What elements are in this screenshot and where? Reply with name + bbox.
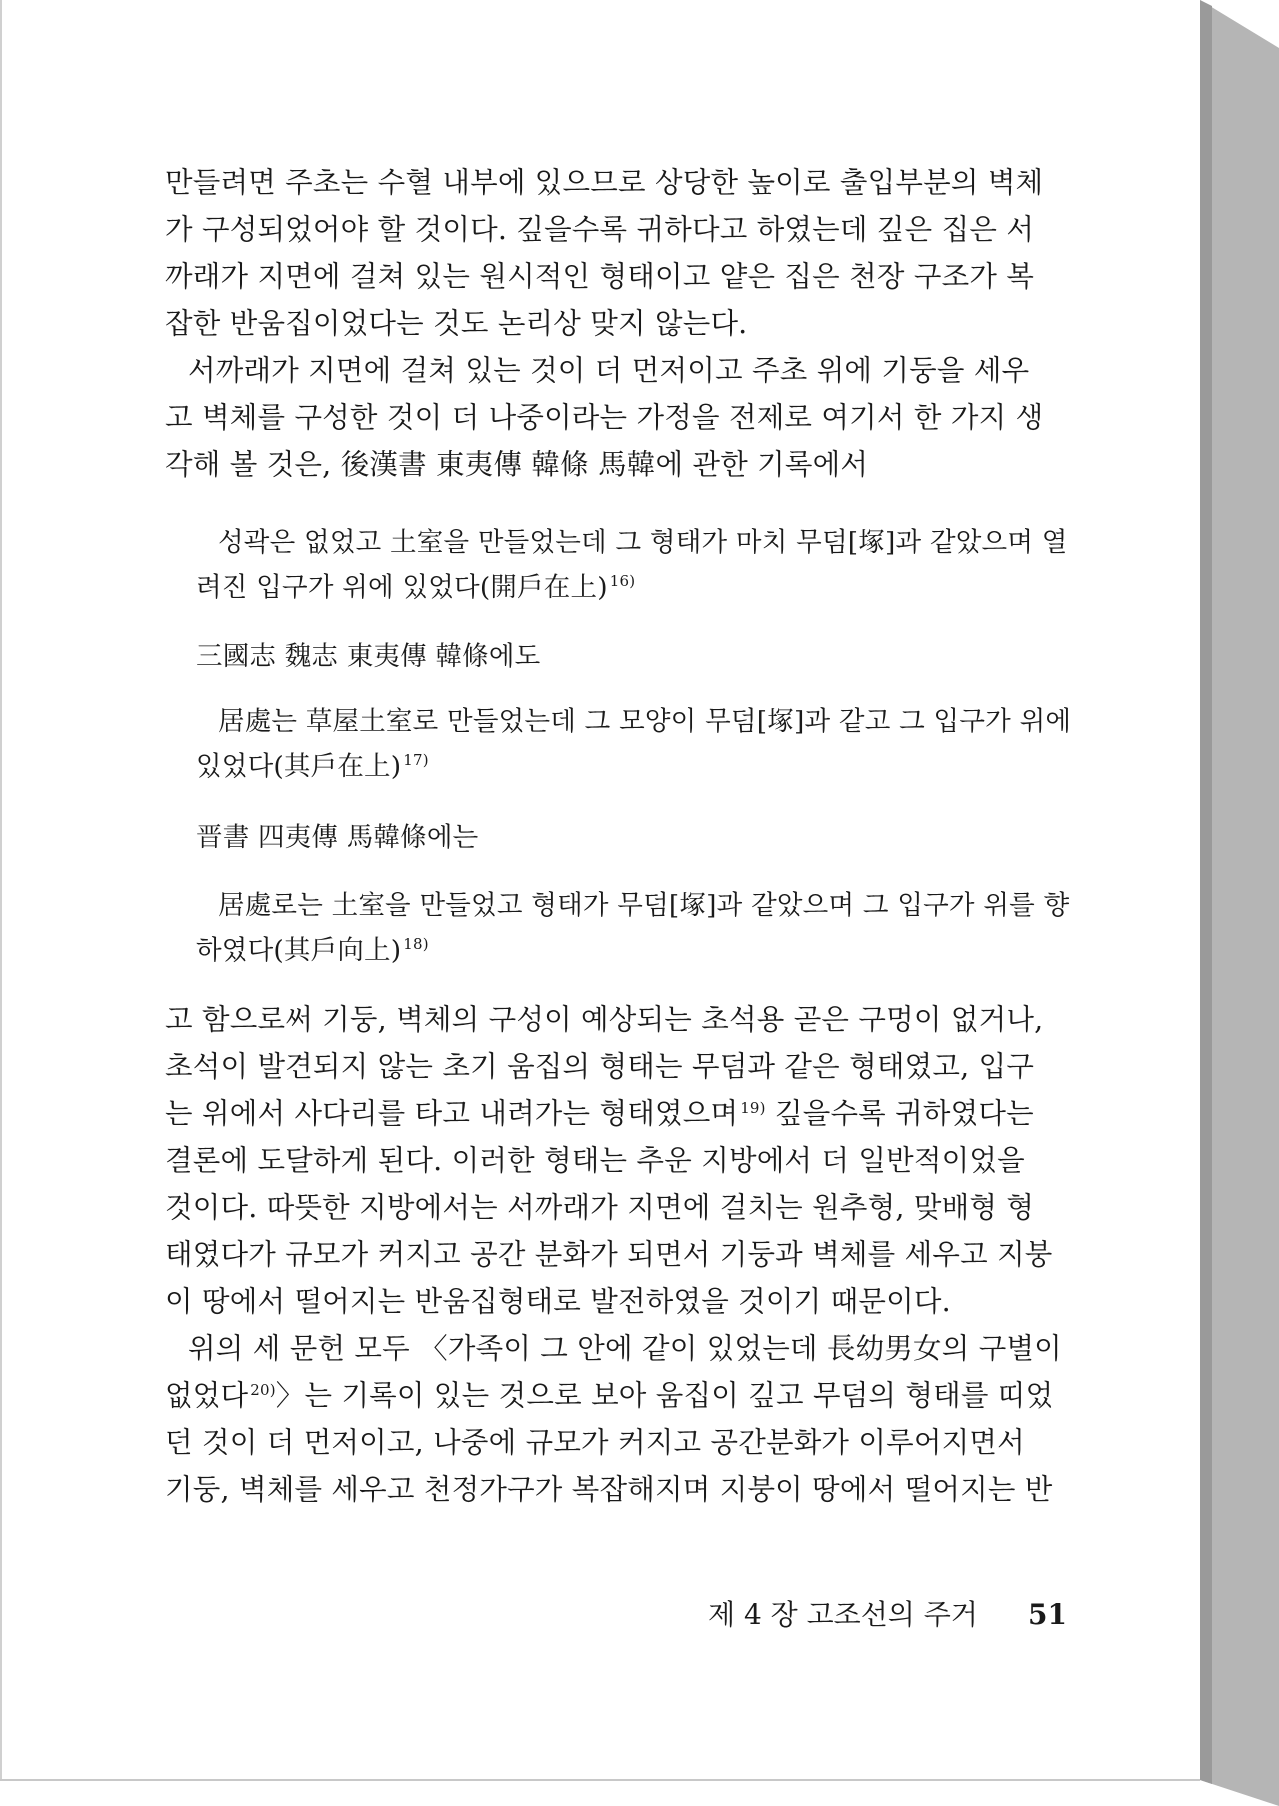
quote-line [196, 568, 635, 608]
body-line: 결론에 도달하게 된다. 이러한 형태는 추운 지방에서 더 일반적이었을 [165, 1144, 1025, 1177]
quote-text: 있었다(其戶在上) [196, 751, 402, 782]
body-text: 〉는 기록이 있는 것으로 보아 움집이 깊고 무덤의 형태를 띠었 [275, 1379, 1054, 1412]
body-line: 가 구성되었어야 할 것이다. 깊을수록 귀하다고 하였는데 깊은 집은 서 [165, 213, 1035, 246]
body-line: 고 벽체를 구성한 것이 더 나중이라는 가정을 전제로 여기서 한 가지 생 [165, 401, 1044, 434]
body-line: 만들려면 주초는 수혈 내부에 있으므로 상당한 높이로 출입부분의 벽체 [165, 166, 1044, 199]
page-number: 51 [1028, 1598, 1067, 1631]
body-line: 잡한 반움집이었다는 것도 논리상 맞지 않는다. [165, 307, 748, 340]
footnote-marker: 17) [403, 751, 429, 770]
body-line [165, 1376, 1053, 1416]
quote-line: 居處로는 土室을 만들었고 형태가 무덤[塚]과 같았으며 그 입구가 위를 향 [218, 890, 1070, 921]
body-text: 는 위에서 사다리를 타고 내려가는 형태였으며 [165, 1097, 739, 1130]
body-text: 없었다 [165, 1379, 249, 1412]
body-text: 깊을수록 귀하였다는 [765, 1097, 1034, 1130]
quote-text: 려진 입구가 위에 있었다(開戶在上) [196, 572, 608, 603]
body-line: 던 것이 더 먼저이고, 나중에 규모가 커지고 공간분화가 이루어지면서 [165, 1426, 1025, 1459]
body-line: 것이다. 따뜻한 지방에서는 서까래가 지면에 걸치는 원추형, 맞배형 형 [165, 1191, 1035, 1224]
footnote-marker: 19) [740, 1098, 766, 1117]
footnote-marker: 16) [609, 572, 636, 591]
body-line: 초석이 발견되지 않는 초기 움집의 형태는 무덤과 같은 형태였고, 입구 [165, 1050, 1035, 1083]
body-line: 위의 세 문헌 모두 〈가족이 그 안에 같이 있었는데 長幼男女의 구별이 [188, 1332, 1062, 1365]
body-line: 이 땅에서 떨어지는 반움집형태로 발전하였을 것이기 때문이다. [165, 1285, 951, 1318]
quote-line: 성곽은 없었고 土室을 만들었는데 그 형태가 마치 무덤[塚]과 같았으며 열 [218, 527, 1068, 558]
quote-line [196, 747, 429, 787]
body-line: 까래가 지면에 걸쳐 있는 원시적인 형태이고 얕은 집은 천장 구조가 복 [165, 260, 1035, 293]
quote-line: 居處는 草屋土室로 만들었는데 그 모양이 무덤[塚]과 같고 그 입구가 위에 [218, 706, 1072, 737]
source-line: 晋書 四夷傳 馬韓條에는 [196, 822, 479, 853]
body-line: 기둥, 벽체를 세우고 천정가구가 복잡해지며 지붕이 땅에서 떨어지는 반 [165, 1473, 1053, 1506]
quote-line [196, 931, 429, 971]
running-footer-chapter: 제 4 장 고조선의 주거 [708, 1598, 978, 1631]
body-line: 태였다가 규모가 커지고 공간 분화가 되면서 기둥과 벽체를 세우고 지붕 [165, 1238, 1053, 1271]
body-line [165, 1094, 1034, 1134]
footnote-marker: 18) [403, 935, 429, 954]
body-line: 고 함으로써 기둥, 벽체의 구성이 예상되는 초석용 곧은 구멍이 없거나, [165, 1003, 1044, 1036]
footnote-marker: 20) [250, 1380, 276, 1399]
source-line: 三國志 魏志 東夷傳 韓條에도 [196, 641, 541, 672]
body-line: 각해 볼 것은, 後漢書 東夷傳 韓條 馬韓에 관한 기록에서 [165, 448, 869, 481]
quote-text: 하였다(其戶向上) [196, 935, 402, 966]
body-line: 서까래가 지면에 걸쳐 있는 것이 더 먼저이고 주초 위에 기둥을 세우 [188, 354, 1030, 387]
